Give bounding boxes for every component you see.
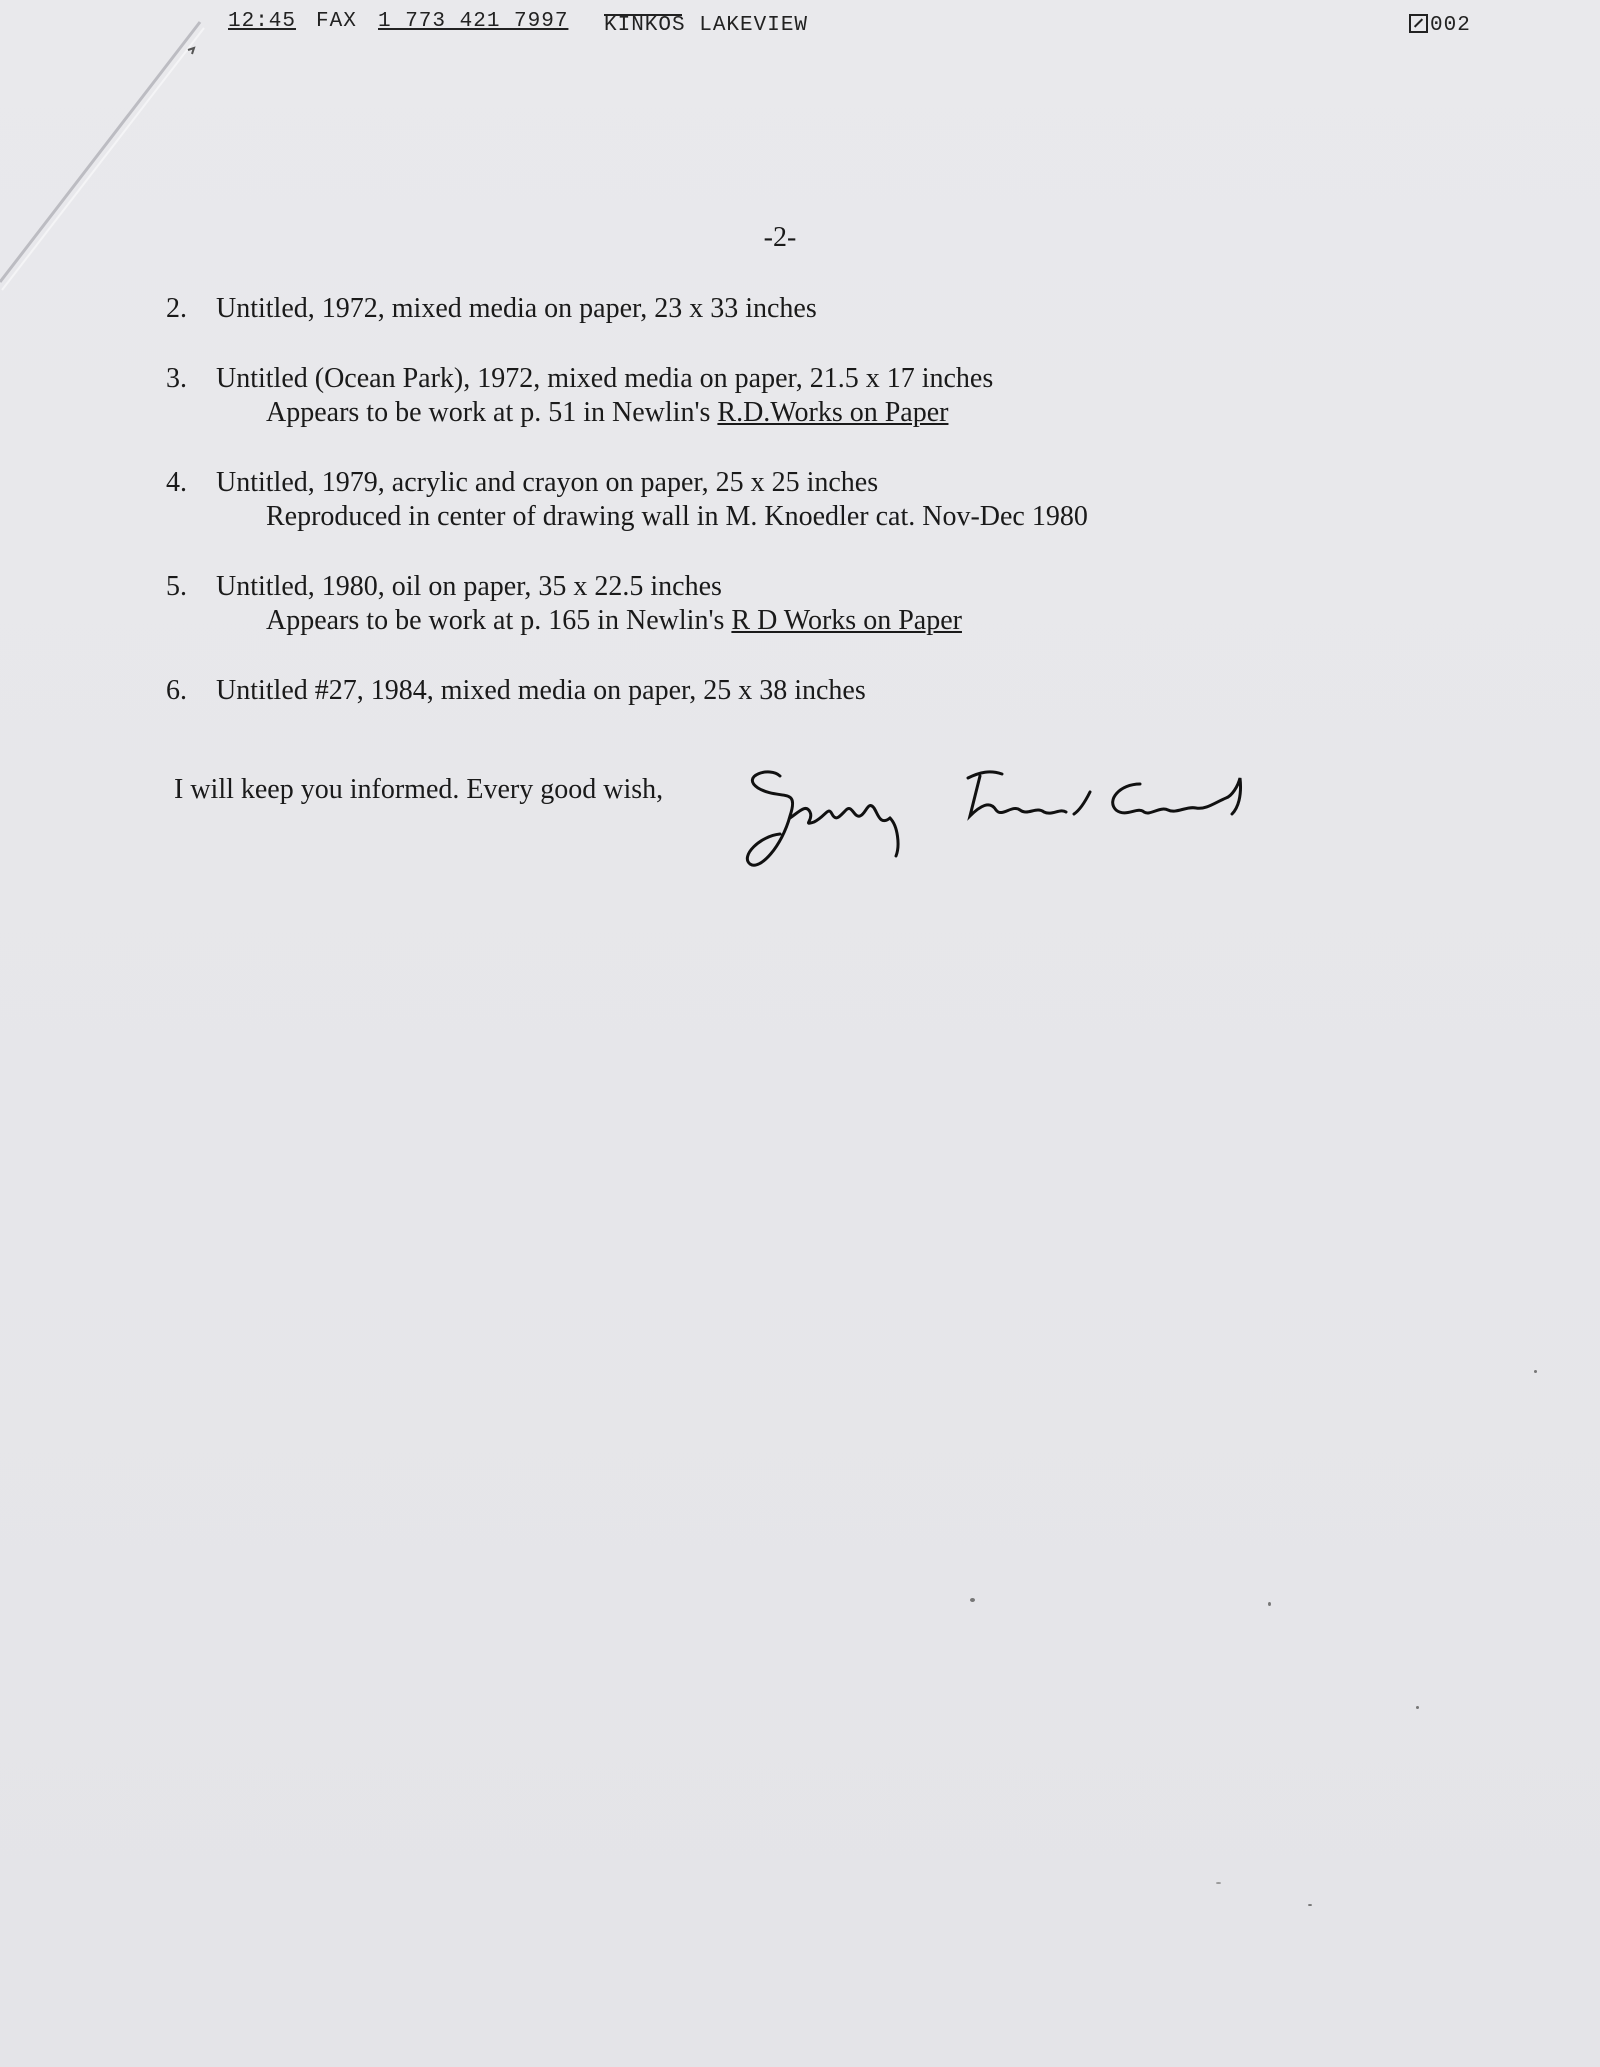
item-note <box>166 604 1486 638</box>
speck <box>1268 1602 1271 1606</box>
fax-header <box>228 6 1471 42</box>
item-number: 3. <box>166 363 187 394</box>
fax-page-counter <box>1409 10 1471 37</box>
item-text: Untitled, 1980, oil on paper, 35 x 22.5 inches <box>216 571 722 602</box>
artwork-list <box>166 292 1486 744</box>
fax-sender-name: KINKOS LAKEVIEW <box>604 14 809 37</box>
item-note-text: Appears to be work at p. 165 in Newlin's <box>266 605 732 636</box>
closing-line: I will keep you informed. Every good wish, <box>174 774 664 805</box>
signature <box>740 756 1260 886</box>
speck <box>1216 1882 1221 1884</box>
item-text: Untitled, 1979, acrylic and crayon on paper, 25 x 25 inches <box>216 467 879 498</box>
item-text: Untitled #27, 1984, mixed media on paper, 25 x 38 inches <box>216 675 866 706</box>
list-item <box>166 292 1486 326</box>
speck <box>970 1598 975 1602</box>
item-text: Untitled (Ocean Park), 1972, mixed media on paper, 21.5 x 17 inches <box>216 363 994 394</box>
list-item <box>166 466 1486 534</box>
item-note-title: R.D.Works on Paper <box>717 397 949 428</box>
item-number: 5. <box>166 571 187 602</box>
list-item <box>166 362 1486 430</box>
speck <box>1534 1370 1537 1373</box>
checkbox-icon <box>1409 14 1428 33</box>
item-note <box>166 396 1486 430</box>
item-number: 6. <box>166 675 187 706</box>
item-note-text: Appears to be work at p. 51 in Newlin's <box>266 397 718 428</box>
item-note: Reproduced in center of drawing wall in M. Knoedler cat. Nov-Dec 1980 <box>266 501 1088 532</box>
item-note-title: R D Works on Paper <box>731 605 962 636</box>
list-item <box>166 570 1486 638</box>
fax-time: 12:45 <box>228 10 297 33</box>
speck <box>1308 1904 1312 1906</box>
item-number: 2. <box>166 293 187 324</box>
fax-label: FAX <box>316 10 357 33</box>
fax-number: 1 773 421 7997 <box>378 10 569 33</box>
speck <box>1416 1706 1419 1709</box>
item-text: Untitled, 1972, mixed media on paper, 23 x 33 inches <box>216 293 817 324</box>
item-number: 4. <box>166 467 187 498</box>
list-item <box>166 674 1486 708</box>
page-number: -2- <box>763 222 797 253</box>
fold-crease <box>0 0 240 300</box>
fax-page-number: 002 <box>1430 14 1471 37</box>
